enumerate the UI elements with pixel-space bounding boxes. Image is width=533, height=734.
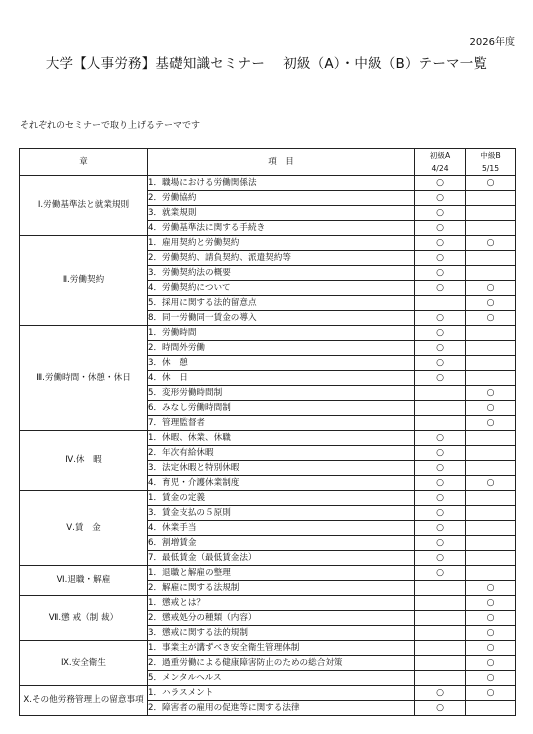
column-header-level-b [466,149,516,176]
circle-mark: ○ [436,207,444,218]
item-cell: 8．同一労働同一賃金の導入 [148,311,415,326]
circle-mark: ○ [436,447,444,458]
item-cell: 2．解雇に関する法規制 [148,581,415,596]
item-cell: 3．労働契約法の概要 [148,266,415,281]
circle-mark: ○ [436,462,444,473]
level-a-mark-cell [415,626,466,641]
item-cell: 3．賃金支払の５原則 [148,506,415,521]
level-b-mark-cell [466,356,516,371]
item-cell: 6．割増賃金 [148,536,415,551]
circle-mark: ○ [436,537,444,548]
circle-mark: ○ [436,522,444,533]
item-cell: 1．休暇、休業、休職 [148,431,415,446]
circle-mark: ○ [486,612,495,623]
level-a-mark-cell [415,641,466,656]
level-a-mark-cell [415,326,466,341]
table-row [20,596,516,611]
item-cell: 3．就業規則 [148,206,415,221]
item-cell: 1．職場における労働関係法 [148,176,415,191]
circle-mark: ○ [436,477,444,488]
item-cell: 3．懲戒に関する法的規制 [148,626,415,641]
circle-mark: ○ [486,297,495,308]
level-a-mark-cell [415,491,466,506]
page-title: 大学【人事労務】基礎知識セミナー 初級（A）・中級（B）テーマ一覧 [45,56,488,72]
item-cell: 2．過重労働による健康障害防止のための総合対策 [148,656,415,671]
table-row [20,176,516,191]
level-a-mark-cell [415,311,466,326]
level-a-mark-cell [415,536,466,551]
level-a-mark-cell [415,206,466,221]
circle-mark: ○ [486,672,495,683]
level-a-mark-cell [415,251,466,266]
circle-mark: ○ [486,312,495,323]
item-cell: 4．休業手当 [148,521,415,536]
chapter-cell: Ⅰ.労働基準法と就業規則 [20,176,148,236]
item-cell: 1．事業主が講ずべき安全衛生管理体制 [148,641,415,656]
level-a-mark-cell [415,656,466,671]
level-a-mark-cell [415,521,466,536]
table-row [20,641,516,656]
level-a-mark-cell [415,461,466,476]
item-cell: 4．労働契約について [148,281,415,296]
table-row [20,491,516,506]
level-b-mark-cell [466,401,516,416]
level-a-mark-cell [415,281,466,296]
item-cell: 3．休 憩 [148,356,415,371]
level-a-mark-cell [415,221,466,236]
level-b-mark-cell [466,296,516,311]
level-b-mark-cell [466,371,516,386]
circle-mark: ○ [486,402,495,413]
level-b-mark-cell [466,341,516,356]
level-b-mark-cell [466,626,516,641]
chapter-cell: Ⅱ.労働契約 [20,236,148,326]
circle-mark: ○ [436,567,444,578]
table-row [20,566,516,581]
level-b-mark-cell [466,506,516,521]
level-b-mark-cell [466,281,516,296]
circle-mark: ○ [486,642,495,653]
level-a-mark-cell [415,176,466,191]
circle-mark: ○ [436,312,444,323]
item-cell: 2．懲戒処分の種類（内容） [148,611,415,626]
chapter-cell: Ⅹ.その他労務管理上の留意事項 [20,686,148,716]
circle-mark: ○ [436,327,444,338]
level-a-mark-cell [415,431,466,446]
level-b-mark-cell [466,236,516,251]
table-row [20,326,516,341]
circle-mark: ○ [486,657,495,668]
level-b-mark-cell [466,701,516,716]
item-cell: 1．ハラスメント [148,686,415,701]
level-b-mark-cell [466,206,516,221]
level-b-mark-cell [466,251,516,266]
level-a-mark-cell [415,476,466,491]
chapter-cell: Ⅲ.労働時間・休憩・休日 [20,326,148,431]
item-cell: 2．障害者の雇用の促進等に関する法律 [148,701,415,716]
item-cell: 2．時間外労働 [148,341,415,356]
item-cell: 4．育児・介護休業制度 [148,476,415,491]
level-a-mark-cell [415,386,466,401]
circle-mark: ○ [436,267,444,278]
circle-mark: ○ [436,507,444,518]
circle-mark: ○ [436,372,444,383]
level-a-mark-cell [415,551,466,566]
level-a-mark-cell [415,596,466,611]
level-b-mark-cell [466,596,516,611]
circle-mark: ○ [486,282,495,293]
table-row [20,686,516,701]
table-header-row [20,149,516,176]
level-a-date: 4/24 [431,164,449,173]
level-b-mark-cell [466,551,516,566]
item-cell: 1．懲戒とは？ [148,596,415,611]
circle-mark: ○ [436,492,444,503]
page-subtitle: それぞれのセミナーで取り上げるテーマです [20,121,201,131]
level-a-mark-cell [415,401,466,416]
level-b-mark-cell [466,671,516,686]
level-a-mark-cell [415,446,466,461]
circle-mark: ○ [436,552,444,563]
chapter-cell: Ⅶ.懲 戒（制 裁） [20,596,148,641]
item-cell: 1．退職と解雇の整理 [148,566,415,581]
level-b-mark-cell [466,521,516,536]
circle-mark: ○ [436,342,444,353]
item-cell: 1．労働時間 [148,326,415,341]
level-a-name: 初級A [429,151,451,160]
item-cell: 5．メンタルヘルス [148,671,415,686]
circle-mark: ○ [486,477,495,488]
circle-mark: ○ [486,237,495,248]
level-a-mark-cell [415,566,466,581]
fiscal-year: 2026年度 [469,37,515,48]
level-a-mark-cell [415,266,466,281]
level-b-mark-cell [466,191,516,206]
level-b-mark-cell [466,461,516,476]
level-b-mark-cell [466,326,516,341]
item-cell: 1．雇用契約と労働契約 [148,236,415,251]
level-b-mark-cell [466,476,516,491]
circle-mark: ○ [436,192,444,203]
item-cell: 7．最低賃金（最低賃金法） [148,551,415,566]
level-b-mark-cell [466,221,516,236]
level-a-mark-cell [415,371,466,386]
level-a-mark-cell [415,191,466,206]
level-a-mark-cell [415,611,466,626]
table-row [20,236,516,251]
level-a-mark-cell [415,671,466,686]
item-cell: 6．みなし労働時間制 [148,401,415,416]
item-cell: 2．労働契約、請負契約、派遣契約等 [148,251,415,266]
level-a-mark-cell [415,686,466,701]
item-cell: 5．採用に関する法的留意点 [148,296,415,311]
chapter-cell: Ⅸ.安全衛生 [20,641,148,686]
level-a-mark-cell [415,416,466,431]
item-cell: 3．法定休暇と特別休暇 [148,461,415,476]
circle-mark: ○ [486,417,495,428]
column-header-chapter: 章 [20,149,148,176]
circle-mark: ○ [436,702,444,713]
level-a-mark-cell [415,356,466,371]
item-cell: 2．年次有給休暇 [148,446,415,461]
item-cell: 4．休 日 [148,371,415,386]
level-a-mark-cell [415,296,466,311]
level-a-mark-cell [415,701,466,716]
circle-mark: ○ [436,357,444,368]
level-b-mark-cell [466,386,516,401]
circle-mark: ○ [436,282,444,293]
level-b-mark-cell [466,566,516,581]
level-b-mark-cell [466,431,516,446]
item-cell: 1．賃金の定義 [148,491,415,506]
level-a-mark-cell [415,236,466,251]
chapter-cell: Ⅳ.休 暇 [20,431,148,491]
column-header-level-a [415,149,466,176]
level-a-mark-cell [415,506,466,521]
item-cell: 4．労働基準法に関する手続き [148,221,415,236]
level-b-mark-cell [466,536,516,551]
level-b-mark-cell [466,266,516,281]
level-b-mark-cell [466,446,516,461]
circle-mark: ○ [486,627,495,638]
chapter-cell: Ⅴ.賃 金 [20,491,148,566]
level-b-date: 5/15 [481,164,500,173]
level-b-mark-cell [466,611,516,626]
column-header-item: 項 目 [148,149,415,176]
circle-mark: ○ [486,597,495,608]
level-a-mark-cell [415,341,466,356]
item-cell: 5．変形労働時間制 [148,386,415,401]
item-cell: 2．労働協約 [148,191,415,206]
level-b-mark-cell [466,176,516,191]
level-b-mark-cell [466,581,516,596]
level-b-mark-cell [466,656,516,671]
level-b-mark-cell [466,491,516,506]
table-row [20,431,516,446]
level-b-mark-cell [466,416,516,431]
circle-mark: ○ [486,387,495,398]
circle-mark: ○ [436,222,444,233]
circle-mark: ○ [436,177,444,188]
circle-mark: ○ [486,177,495,188]
circle-mark: ○ [436,252,444,263]
chapter-cell: Ⅵ.退職・解雇 [20,566,148,596]
theme-table [19,148,516,716]
circle-mark: ○ [436,237,444,248]
level-a-mark-cell [415,581,466,596]
level-b-mark-cell [466,641,516,656]
level-b-mark-cell [466,686,516,701]
level-b-name: 中級B [480,151,501,160]
circle-mark: ○ [486,687,495,698]
circle-mark: ○ [436,432,444,443]
table-body [20,176,516,716]
level-b-mark-cell [466,311,516,326]
circle-mark: ○ [436,687,444,698]
item-cell: 7．管理監督者 [148,416,415,431]
circle-mark: ○ [486,582,495,593]
